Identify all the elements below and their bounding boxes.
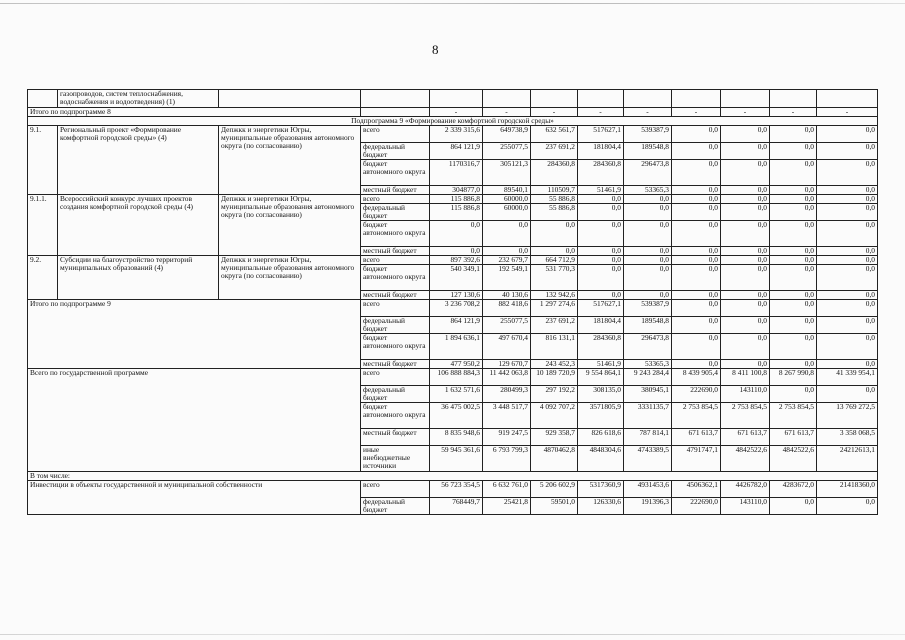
subprogram-9-header: Подпрограмма 9 «Формирование комфортной городской среды» <box>28 117 878 126</box>
funding-source: бюджет автономного округа <box>361 221 430 247</box>
value-cell: 232 679,7 <box>483 256 531 265</box>
funding-source: федеральный бюджет <box>361 386 430 403</box>
cell-empty <box>361 90 430 108</box>
value-cell: 0,0 <box>817 334 878 360</box>
dash-cell: - <box>531 108 578 117</box>
value-cell: 4848304,6 <box>578 446 624 472</box>
value-cell: 5 206 602,9 <box>531 481 578 498</box>
value-cell: 0,0 <box>721 291 770 300</box>
funding-source: федеральный бюджет <box>361 498 430 515</box>
value-cell: 0,0 <box>672 360 721 369</box>
cell-empty <box>624 90 672 108</box>
value-cell: 53365,3 <box>624 360 672 369</box>
subprogram-header-row <box>28 117 878 126</box>
value-cell: 2 753 854,5 <box>770 403 817 429</box>
funding-source: бюджет автономного округа <box>361 403 430 429</box>
value-cell: 0,0 <box>817 498 878 515</box>
value-cell: 0,0 <box>770 247 817 256</box>
cell-empty <box>721 90 770 108</box>
value-cell: 0,0 <box>672 265 721 291</box>
value-cell: 0,0 <box>624 247 672 256</box>
row-title: Инвестиции в объекты государственной и муниципальной собственности <box>28 481 361 515</box>
value-cell: 539387,9 <box>624 126 672 143</box>
value-cell: 4870462,8 <box>531 446 578 472</box>
value-cell: 864 121,9 <box>430 143 483 160</box>
value-cell: 649738,9 <box>483 126 531 143</box>
value-cell: 4842522,6 <box>721 446 770 472</box>
value-cell: 189548,8 <box>624 143 672 160</box>
value-cell: 664 712,9 <box>531 256 578 265</box>
dash-cell: - <box>817 108 878 117</box>
value-cell: 0,0 <box>817 317 878 334</box>
value-cell: 9 243 284,4 <box>624 369 672 386</box>
funding-source: федеральный бюджет <box>361 317 430 334</box>
value-cell: 0,0 <box>672 126 721 143</box>
value-cell: 0,0 <box>770 221 817 247</box>
section-number: 9.2. <box>28 256 58 300</box>
value-cell: 0,0 <box>770 498 817 515</box>
cell-empty <box>361 108 430 117</box>
value-cell: 41 339 954,1 <box>817 369 878 386</box>
value-cell: 540 349,1 <box>430 265 483 291</box>
section-name: Всероссийский конкурс лучших проектов создания комфортной городской среды (4) <box>58 195 219 256</box>
value-cell: 0,0 <box>578 265 624 291</box>
funding-source: местный бюджет <box>361 360 430 369</box>
value-cell: 237 691,2 <box>531 143 578 160</box>
dash-cell: - <box>578 108 624 117</box>
funding-source: бюджет автономного округа <box>361 160 430 186</box>
value-cell: 0,0 <box>817 195 878 204</box>
value-cell: 897 392,6 <box>430 256 483 265</box>
value-cell: 0,0 <box>721 204 770 221</box>
value-cell: 115 886,8 <box>430 204 483 221</box>
value-cell: 284360,8 <box>578 334 624 360</box>
value-cell: 296473,8 <box>624 160 672 186</box>
value-cell: 255077,5 <box>483 317 531 334</box>
value-cell: 0,0 <box>721 247 770 256</box>
value-cell: 929 358,7 <box>531 429 578 446</box>
value-cell: 13 769 272,5 <box>817 403 878 429</box>
value-cell: 25421,8 <box>483 498 531 515</box>
value-cell: 8 411 100,8 <box>721 369 770 386</box>
value-cell: 0,0 <box>672 317 721 334</box>
value-cell: 8 439 905,4 <box>672 369 721 386</box>
value-cell: 126330,6 <box>578 498 624 515</box>
value-cell: 517627,1 <box>578 126 624 143</box>
value-cell: 0,0 <box>483 247 531 256</box>
value-cell: 0,0 <box>770 160 817 186</box>
page-number: 8 <box>432 42 439 57</box>
value-cell: 0,0 <box>624 195 672 204</box>
value-cell: 191396,3 <box>624 498 672 515</box>
value-cell: 0,0 <box>721 334 770 360</box>
value-cell: 1170316,7 <box>430 160 483 186</box>
budget-table-body <box>28 90 878 515</box>
value-cell: 222690,0 <box>672 498 721 515</box>
value-cell: 1 632 571,6 <box>430 386 483 403</box>
value-cell: 0,0 <box>770 386 817 403</box>
funding-source: всего <box>361 369 430 386</box>
value-cell: 4426782,0 <box>721 481 770 498</box>
value-cell: 0,0 <box>624 265 672 291</box>
value-cell: 4 092 707,2 <box>531 403 578 429</box>
value-cell: 4931453,6 <box>624 481 672 498</box>
value-cell: 0,0 <box>721 360 770 369</box>
value-cell: 0,0 <box>578 221 624 247</box>
scan-edge-bottom <box>0 634 905 635</box>
dash-cell: - <box>624 108 672 117</box>
value-cell: 0,0 <box>672 247 721 256</box>
dash-cell: - <box>672 108 721 117</box>
cell-empty <box>28 90 58 108</box>
value-cell: 4283672,0 <box>770 481 817 498</box>
value-cell: 0,0 <box>770 204 817 221</box>
value-cell: 0,0 <box>672 334 721 360</box>
value-cell: 2 753 854,5 <box>672 403 721 429</box>
value-cell: 8 835 948,6 <box>430 429 483 446</box>
value-cell: 0,0 <box>817 143 878 160</box>
value-cell: 0,0 <box>672 256 721 265</box>
value-cell: 0,0 <box>721 143 770 160</box>
value-cell: 110509,7 <box>531 186 578 195</box>
value-cell: 59501,0 <box>531 498 578 515</box>
value-cell: 222690,0 <box>672 386 721 403</box>
value-cell: 0,0 <box>770 256 817 265</box>
value-cell: 0,0 <box>817 160 878 186</box>
in-that-number-row <box>28 472 878 481</box>
value-cell: 308135,0 <box>578 386 624 403</box>
dash-cell: - <box>770 108 817 117</box>
value-cell: 0,0 <box>721 265 770 291</box>
value-cell: 816 131,1 <box>531 334 578 360</box>
in-that-number-label: В том числе: <box>28 472 878 481</box>
value-cell: 0,0 <box>721 300 770 317</box>
row-title: Всего по государственной программе <box>28 369 361 472</box>
value-cell: 3 358 068,5 <box>817 429 878 446</box>
funding-source: всего <box>361 481 430 498</box>
value-cell: 11 442 063,8 <box>483 369 531 386</box>
dash-cell: - <box>430 108 483 117</box>
cell-empty <box>219 90 361 108</box>
cell-empty <box>430 90 483 108</box>
value-cell: 0,0 <box>430 221 483 247</box>
value-cell: 0,0 <box>531 247 578 256</box>
section-name: Региональный проект «Формирование комфортной городской среды» (4) <box>58 126 219 195</box>
value-cell: 60000,0 <box>483 195 531 204</box>
value-cell: 0,0 <box>817 386 878 403</box>
value-cell: 24212613,1 <box>817 446 878 472</box>
scan-edge-top <box>0 3 905 4</box>
value-cell: 671 613,7 <box>721 429 770 446</box>
value-cell: 243 452,3 <box>531 360 578 369</box>
value-cell: 0,0 <box>578 195 624 204</box>
cell-empty <box>817 90 878 108</box>
value-cell: 6 632 761,0 <box>483 481 531 498</box>
value-cell: 0,0 <box>483 221 531 247</box>
cell-empty <box>672 90 721 108</box>
value-cell: 8 267 990,8 <box>770 369 817 386</box>
value-cell: 0,0 <box>770 334 817 360</box>
value-cell: 0,0 <box>578 291 624 300</box>
value-cell: 181804,4 <box>578 317 624 334</box>
value-cell: 1 894 636,1 <box>430 334 483 360</box>
value-cell: 284360,8 <box>531 160 578 186</box>
funding-source: местный бюджет <box>361 429 430 446</box>
value-cell: 1 297 274,6 <box>531 300 578 317</box>
value-cell: 3571805,9 <box>578 403 624 429</box>
value-cell: 60000,0 <box>483 204 531 221</box>
value-cell: 127 130,6 <box>430 291 483 300</box>
value-cell: 6 793 799,3 <box>483 446 531 472</box>
funding-source: местный бюджет <box>361 186 430 195</box>
value-cell: 0,0 <box>624 256 672 265</box>
value-cell: 297 192,2 <box>531 386 578 403</box>
table-row <box>28 369 878 386</box>
value-cell: 0,0 <box>817 360 878 369</box>
value-cell: 787 814,1 <box>624 429 672 446</box>
value-cell: 0,0 <box>770 143 817 160</box>
value-cell: 0,0 <box>430 247 483 256</box>
value-cell: 0,0 <box>721 256 770 265</box>
cell-empty <box>531 90 578 108</box>
value-cell: 0,0 <box>817 186 878 195</box>
value-cell: 4791747,1 <box>672 446 721 472</box>
table-row <box>28 481 878 498</box>
total-sub8-label: Итого по подпрограмме 8 <box>28 108 361 117</box>
funding-source: местный бюджет <box>361 291 430 300</box>
value-cell: 0,0 <box>817 247 878 256</box>
value-cell: 40 130,6 <box>483 291 531 300</box>
value-cell: 10 189 720,9 <box>531 369 578 386</box>
value-cell: 0,0 <box>770 265 817 291</box>
funding-source: бюджет автономного округа <box>361 265 430 291</box>
dash-cell: - <box>483 108 531 117</box>
value-cell: 632 561,7 <box>531 126 578 143</box>
value-cell: 21418360,0 <box>817 481 878 498</box>
value-cell: 59 945 361,6 <box>430 446 483 472</box>
cell-empty <box>483 90 531 108</box>
value-cell: 55 886,8 <box>531 195 578 204</box>
value-cell: 864 121,9 <box>430 317 483 334</box>
section-executor: Депжкк и энергетики Югры, муниципальные образования автономного округа (по согласованию) <box>219 195 361 256</box>
value-cell: 53365,3 <box>624 186 672 195</box>
value-cell: 4842522,6 <box>770 446 817 472</box>
section-executor: Депжкк и энергетики Югры, муниципальные образования автономного округа (по согласованию) <box>219 256 361 300</box>
funding-source: всего <box>361 195 430 204</box>
value-cell: 0,0 <box>672 221 721 247</box>
value-cell: 56 723 354,5 <box>430 481 483 498</box>
value-cell: 0,0 <box>624 291 672 300</box>
value-cell: 280499,3 <box>483 386 531 403</box>
value-cell: 0,0 <box>770 186 817 195</box>
value-cell: 0,0 <box>817 256 878 265</box>
value-cell: 89540,1 <box>483 186 531 195</box>
value-cell: 189548,8 <box>624 317 672 334</box>
value-cell: 0,0 <box>672 300 721 317</box>
value-cell: 0,0 <box>624 221 672 247</box>
table-row <box>28 256 878 265</box>
value-cell: 304877,0 <box>430 186 483 195</box>
continuation-name: газопроводов, систем теплоснабжения, водоснабжения и водоотведения) (1) <box>58 90 219 108</box>
value-cell: 826 618,6 <box>578 429 624 446</box>
value-cell: 0,0 <box>817 300 878 317</box>
value-cell: 296473,8 <box>624 334 672 360</box>
value-cell: 380945,1 <box>624 386 672 403</box>
value-cell: 181804,4 <box>578 143 624 160</box>
value-cell: 531 770,3 <box>531 265 578 291</box>
value-cell: 0,0 <box>770 360 817 369</box>
value-cell: 0,0 <box>770 126 817 143</box>
funding-source: федеральный бюджет <box>361 204 430 221</box>
value-cell: 0,0 <box>672 291 721 300</box>
funding-source: иные внебюджетные источники <box>361 446 430 472</box>
section-name: Субсидии на благоустройство территорий муниципальных образований (4) <box>58 256 219 300</box>
value-cell: 0,0 <box>578 256 624 265</box>
value-cell: 0,0 <box>721 126 770 143</box>
value-cell: 517627,1 <box>578 300 624 317</box>
value-cell: 51461,9 <box>578 186 624 195</box>
section-executor: Депжкк и энергетики Югры, муниципальные образования автономного округа (по согласованию) <box>219 126 361 195</box>
value-cell: 539387,9 <box>624 300 672 317</box>
value-cell: 3 236 708,2 <box>430 300 483 317</box>
value-cell: 192 549,1 <box>483 265 531 291</box>
budget-table <box>27 89 878 515</box>
value-cell: 0,0 <box>817 265 878 291</box>
value-cell: 0,0 <box>578 204 624 221</box>
value-cell: 0,0 <box>672 160 721 186</box>
value-cell: 0,0 <box>770 291 817 300</box>
dash-cell: - <box>721 108 770 117</box>
value-cell: 143110,0 <box>721 386 770 403</box>
value-cell: 919 247,5 <box>483 429 531 446</box>
value-cell: 497 670,4 <box>483 334 531 360</box>
value-cell: 768449,7 <box>430 498 483 515</box>
funding-source: бюджет автономного округа <box>361 334 430 360</box>
funding-source: федеральный бюджет <box>361 143 430 160</box>
value-cell: 0,0 <box>578 247 624 256</box>
funding-source: всего <box>361 126 430 143</box>
value-cell: 3331135,7 <box>624 403 672 429</box>
value-cell: 0,0 <box>672 204 721 221</box>
section-number: 9.1. <box>28 126 58 195</box>
value-cell: 0,0 <box>721 195 770 204</box>
value-cell: 255077,5 <box>483 143 531 160</box>
total-sub8-row <box>28 108 878 117</box>
value-cell: 0,0 <box>770 300 817 317</box>
value-cell: 671 613,7 <box>672 429 721 446</box>
value-cell: 0,0 <box>672 186 721 195</box>
value-cell: 0,0 <box>531 221 578 247</box>
value-cell: 143110,0 <box>721 498 770 515</box>
value-cell: 0,0 <box>672 195 721 204</box>
value-cell: 55 886,8 <box>531 204 578 221</box>
funding-source: всего <box>361 300 430 317</box>
value-cell: 0,0 <box>770 195 817 204</box>
value-cell: 0,0 <box>624 204 672 221</box>
value-cell: 129 670,7 <box>483 360 531 369</box>
table-row <box>28 300 878 317</box>
value-cell: 0,0 <box>721 160 770 186</box>
value-cell: 2 753 854,5 <box>721 403 770 429</box>
table-row <box>28 126 878 143</box>
section-number: 9.1.1. <box>28 195 58 256</box>
value-cell: 36 475 002,5 <box>430 403 483 429</box>
cell-empty <box>770 90 817 108</box>
value-cell: 0,0 <box>770 317 817 334</box>
row-title: Итого по подпрограмме 9 <box>28 300 361 369</box>
value-cell: 671 613,7 <box>770 429 817 446</box>
value-cell: 0,0 <box>721 221 770 247</box>
value-cell: 0,0 <box>817 221 878 247</box>
funding-source: всего <box>361 256 430 265</box>
value-cell: 51461,9 <box>578 360 624 369</box>
value-cell: 0,0 <box>672 143 721 160</box>
value-cell: 4506362,1 <box>672 481 721 498</box>
value-cell: 115 886,8 <box>430 195 483 204</box>
value-cell: 4743389,5 <box>624 446 672 472</box>
value-cell: 882 418,6 <box>483 300 531 317</box>
value-cell: 9 554 864,1 <box>578 369 624 386</box>
funding-source: местный бюджет <box>361 247 430 256</box>
table-row <box>28 195 878 204</box>
value-cell: 2 339 315,6 <box>430 126 483 143</box>
value-cell: 0,0 <box>817 204 878 221</box>
value-cell: 106 888 884,3 <box>430 369 483 386</box>
value-cell: 0,0 <box>721 186 770 195</box>
value-cell: 5317360,9 <box>578 481 624 498</box>
value-cell: 0,0 <box>721 317 770 334</box>
value-cell: 0,0 <box>817 126 878 143</box>
cell-empty <box>578 90 624 108</box>
continuation-row <box>28 90 878 108</box>
value-cell: 3 448 517,7 <box>483 403 531 429</box>
value-cell: 237 691,2 <box>531 317 578 334</box>
value-cell: 477 950,2 <box>430 360 483 369</box>
value-cell: 305121,3 <box>483 160 531 186</box>
value-cell: 284360,8 <box>578 160 624 186</box>
value-cell: 0,0 <box>817 291 878 300</box>
value-cell: 132 942,6 <box>531 291 578 300</box>
